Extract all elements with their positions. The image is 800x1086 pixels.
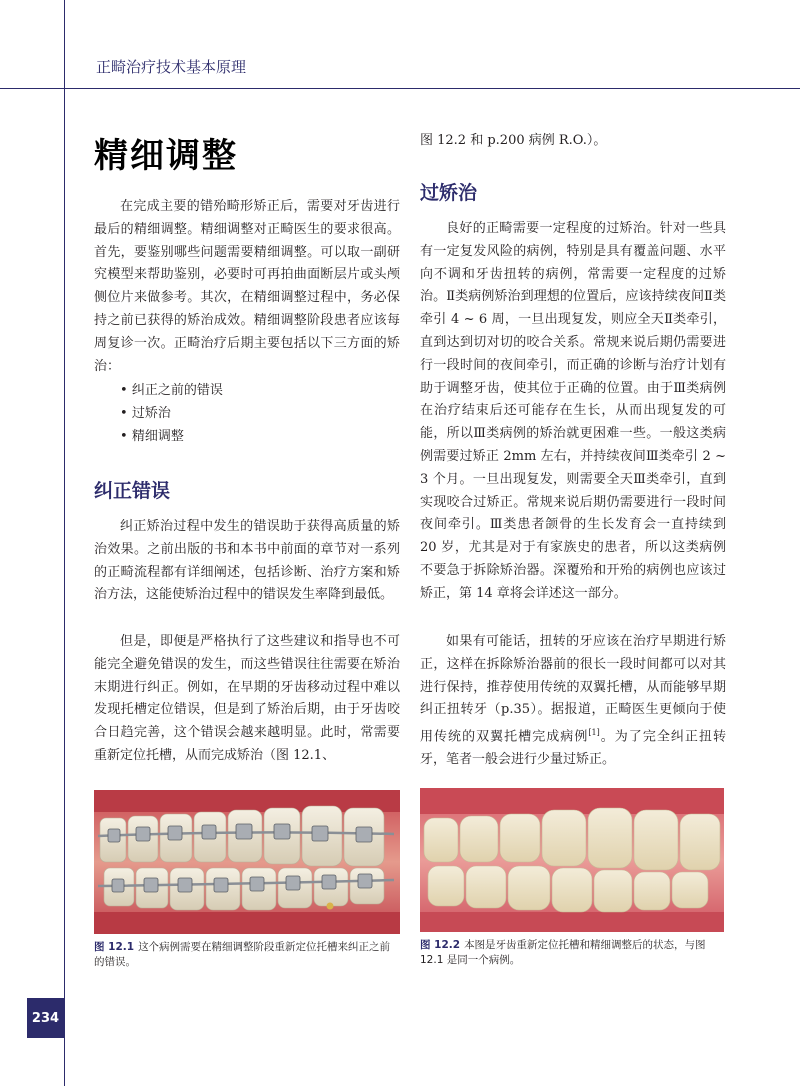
section-heading-correct-errors: 纠正错误 (94, 480, 171, 502)
figure-12-1-caption (94, 940, 400, 970)
intro-paragraph: 在完成主要的错殆畸形矫正后，需要对牙齿进行最后的精细调整。精细调整对正畸医生的要求很高。首先，要鉴别哪些问题需要精细调整。可以取一副研究模型来帮助鉴别，必要时可再拍曲面断层片或头颅侧位片来做参考。其次，在精细调整过程中，务必保持之前已获得的矫治成效。精细调整阶段患者应该每周复诊一次。正畸治疗后期主要包括以下三方面的矫治： (94, 199, 400, 374)
list-item: • 精细调整 (120, 426, 380, 449)
correct-errors-paragraph-1: 纠正矫治过程中发生的错误助于获得高质量的矫治效果。之前出版的书和本书中前面的章节对一系列的正畸流程都有详细阐述，包括诊断、治疗方案和矫治方法，这能使矫治过程中的错误发生率降到最低。 (94, 519, 400, 603)
page-number: 234 (27, 998, 64, 1038)
section-heading-overcorrection: 过矫治 (420, 182, 478, 204)
paragraph-text: 。为了完全纠正扭转牙，笔者一般会进行少量过矫正。 (420, 729, 726, 768)
figure-12-2-caption (420, 938, 726, 968)
running-head: 正畸治疗技术基本原理 (96, 58, 247, 76)
figure-label: 图 12.1 (94, 941, 135, 953)
continued-text: 图 12.2 和 p.200 病例 R.O.）。 (420, 133, 607, 148)
chapter-title: 精细调整 (94, 136, 238, 176)
treatment-aspects-list (120, 380, 380, 448)
list-item: • 纠正之前的错误 (120, 380, 380, 403)
figure-12-1-photo (94, 790, 400, 934)
correct-errors-paragraph-2: 但是，即便是严格执行了这些建议和指导也不可能完全避免错误的发生，而这些错误往往需要在矫治末期进行纠正。例如，在早期的牙齿移动过程中难以发现托槽定位错误，但是到了矫治后期，由于牙齿咬合日趋完善，这个错误会越来越明显。此时，常需要重新定位托槽，从而完成矫治（图 12.1、 (94, 634, 400, 763)
figure-12-2-photo (420, 788, 724, 932)
paragraph-text: 如果有可能话，扭转的牙应该在治疗早期进行矫正，这样在拆除矫治器前的很长一段时间都可以对其进行保持，推荐使用传统的双翼托槽，从而能够早期纠正扭转牙（p.35）。据报道，正畸医生更倾向于使用传统的双翼托槽完成病例 (420, 634, 726, 745)
list-item: • 过矫治 (120, 403, 380, 426)
caption-text: 这个病例需要在精细调整阶段重新定位托槽来纠正之前的错误。 (94, 941, 391, 968)
header-rule (0, 88, 800, 89)
reference-marker: [1] (588, 728, 600, 738)
margin-rule-vertical (64, 0, 65, 1086)
figure-label: 图 12.2 (420, 939, 461, 951)
overcorrection-paragraph-2 (420, 631, 726, 772)
overcorrection-paragraph-1: 良好的正畸需要一定程度的过矫治。针对一些具有一定复发风险的病例，特别是具有覆盖问题、水平向不调和牙齿扭转的病例，常需要一定程度的过矫治。Ⅱ类病例矫治到理想的位置后，应该持续夜间Ⅱ类牵引 4 ~ 6 周，一旦出现复发，则应全天Ⅱ类牵引，直到达到切对切的咬合关系。常规来说后期仍需要进行一段时间的夜间牵引，而正确的诊断与治疗计划有助于调整牙齿，使其位于正确的位置。由于Ⅲ类病例在治疗结束后还可能存在生长，从而出现复发的可能，所以Ⅲ类病例的矫治就更困难一些。一般这类病例需要过矫正 2mm 左右，并持续夜间Ⅲ类牵引 2 ~ 3 个月。一旦出现复发，则需要全天Ⅲ类牵引，直到实现咬合过矫正。常规来说后期仍需要进行一段时间夜间牵引。Ⅲ类患者颌骨的生长发育会一直持续到 20 岁，尤其是对于有家族史的患者，所以这类病例不要急于拆除矫治器。深覆殆和开殆的病例也应该过矫正，第 14 章将会详述这一部分。 (420, 221, 726, 601)
caption-text: 本图是牙齿重新定位托槽和精细调整后的状态，与图 12.1 是同一个病例。 (420, 939, 706, 966)
